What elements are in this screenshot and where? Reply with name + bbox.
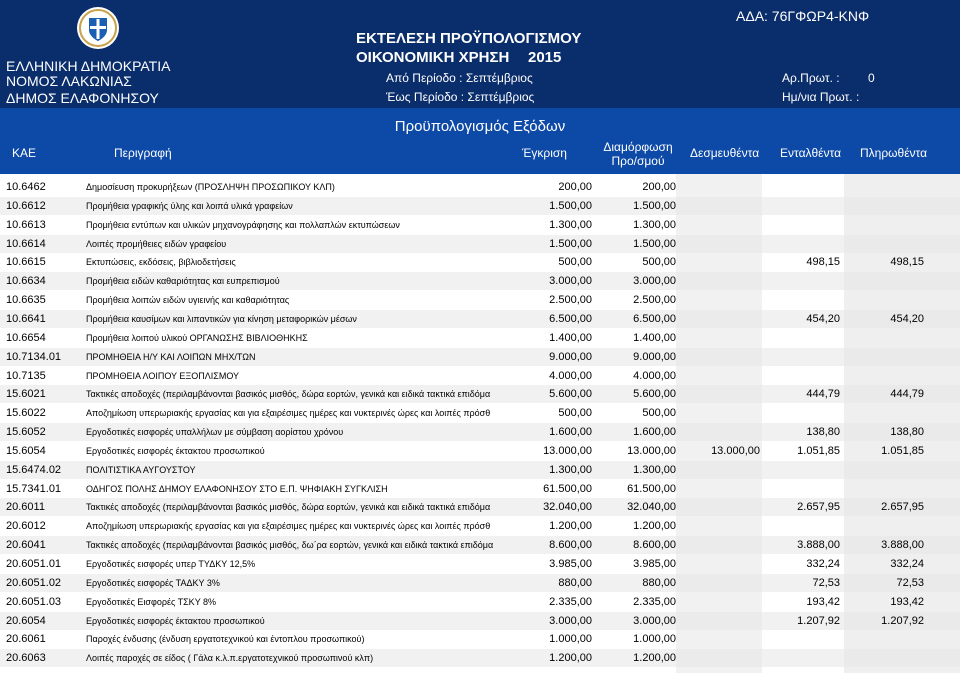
hellenic-emblem-icon <box>76 6 120 50</box>
section-title: Προϋπολογισμός Εξόδων <box>394 118 566 135</box>
row-ordered <box>764 367 840 385</box>
row-committed: 13.000,00 <box>711 444 760 457</box>
row-formation: 1.200,00 <box>633 520 676 533</box>
row-committed <box>680 536 760 554</box>
row-paid: 498,15 <box>890 256 924 269</box>
row-committed <box>680 404 760 422</box>
row-approval: 6.500,00 <box>549 312 592 325</box>
row-approval: 9.000,00 <box>549 350 592 363</box>
row-ordered: 2.657,95 <box>797 501 840 514</box>
row-formation: 1.300,00 <box>633 218 676 231</box>
row-paid: 72,53 <box>896 576 924 589</box>
row-committed <box>680 630 760 648</box>
row-formation: 500,00 <box>642 407 676 420</box>
row-committed <box>680 574 760 592</box>
row-paid: 1.207,92 <box>881 614 924 627</box>
row-formation: 1.200,00 <box>633 652 676 665</box>
org-country: ΕΛΛΗΝΙΚΗ ΔΗΜΟΚΡΑΤΙΑ <box>6 58 171 74</box>
row-formation: 5.600,00 <box>633 388 676 401</box>
row-description: Τακτικές αποδοχές (περιλαμβάνονται βασικός μισθός, δώρα εορτών, γενικά και ειδικά τακτικά επιδόμα <box>86 389 491 400</box>
row-paid <box>844 235 924 253</box>
row-committed <box>680 461 760 479</box>
table-row <box>0 649 960 667</box>
row-description: Προμήθεια λοιπών ειδών υγιεινής και καθαριότητας <box>86 295 290 306</box>
row-committed <box>680 348 760 366</box>
row-description: Παροχές ένδυσης (ένδυση εργατοτεχνικού και έντοπλου προσωπικού) <box>86 634 365 645</box>
row-description: Εργοδοτικές εισφορές υπερ ΤΥΔΚΥ 12,5% <box>86 559 256 569</box>
row-ordered <box>764 178 840 196</box>
row-committed <box>680 555 760 573</box>
row-ordered <box>764 329 840 347</box>
row-ordered: 444,79 <box>806 388 840 401</box>
row-ordered <box>764 197 840 215</box>
row-description: Τακτικές αποδοχές (περιλαμβάνονται βασικός μισθός, δώρα εορτών, γενικά και ειδικά τακτικά επιδόμα <box>86 502 491 513</box>
row-ordered: 193,42 <box>806 595 840 608</box>
table-row <box>0 329 960 347</box>
table-row <box>0 348 960 366</box>
row-formation: 4.000,00 <box>633 369 676 382</box>
row-formation: 1.000,00 <box>633 633 676 646</box>
row-description: ΠΡΟΜΗΘΕΙΑ Η/Υ ΚΑΙ ΛΟΙΠΩΝ ΜΗΧ/ΤΩΝ <box>86 351 256 362</box>
col-kae: ΚΑΕ <box>12 146 37 160</box>
protocol-number-label: Αρ.Πρωτ. : <box>782 71 840 85</box>
row-formation: 1.500,00 <box>633 237 676 250</box>
row-approval: 13.000,00 <box>543 444 592 457</box>
row-kae: 20.6051.02 <box>6 576 62 589</box>
row-paid <box>844 480 924 498</box>
row-committed <box>680 517 760 535</box>
row-description: Εργοδοτικές εισφορές έκτακτου προσωπικού <box>86 615 265 626</box>
row-ordered: 3.888,00 <box>797 539 840 552</box>
row-ordered: 498,15 <box>806 256 840 269</box>
row-kae: 20.6051.03 <box>6 595 62 608</box>
row-formation: 1.500,00 <box>633 199 676 212</box>
row-committed <box>680 480 760 498</box>
table-row <box>0 461 960 479</box>
row-formation: 6.500,00 <box>633 312 676 325</box>
row-description: Λοιπές προμήθειες ειδών γραφείου <box>86 238 227 249</box>
period-from: Από Περίοδο : Σεπτέμβριος <box>386 71 533 85</box>
fiscal-year-label: ΟΙΚΟΝΟΜΙΚΗ ΧΡΗΣΗ <box>356 49 510 66</box>
table-row <box>0 385 960 403</box>
row-approval: 4.000,00 <box>549 369 592 382</box>
table-row <box>0 291 960 309</box>
col-formation-line1: Διαμόρφωση <box>603 140 673 154</box>
row-paid <box>844 272 924 290</box>
row-paid: 193,42 <box>890 595 924 608</box>
row-kae: 10.6612 <box>6 199 46 212</box>
row-description: Προμήθεια λοιπού υλικού ΟΡΓΑΝΩΣΗΣ ΒΙΒΛΙΟΘΗΚΗΣ <box>86 332 308 343</box>
row-approval: 3.985,00 <box>549 558 592 570</box>
row-committed <box>680 197 760 215</box>
row-committed <box>680 272 760 290</box>
table-row <box>0 612 960 630</box>
row-paid <box>844 404 924 422</box>
row-paid <box>844 178 924 196</box>
row-formation: 2.500,00 <box>633 294 676 307</box>
row-description: ΠΟΛΙΤΙΣΤΙΚΑ ΑΥΓΟΥΣΤΟΥ <box>86 464 196 475</box>
row-committed <box>680 291 760 309</box>
row-kae: 20.6051.01 <box>6 558 62 570</box>
row-kae: 20.6054 <box>6 614 46 627</box>
report-header <box>0 0 960 108</box>
row-kae: 10.7134.01 <box>6 350 62 363</box>
row-approval: 61.500,00 <box>543 482 592 495</box>
col-approval: Έγκριση <box>522 146 567 160</box>
table-row <box>0 235 960 253</box>
table-row <box>0 423 960 441</box>
row-paid <box>844 630 924 648</box>
row-description: Προμήθεια γραφικής ύλης και λοιπά υλικά γραφείων <box>86 200 293 211</box>
row-formation: 500,00 <box>642 256 676 269</box>
row-paid <box>844 291 924 309</box>
row-paid: 138,80 <box>890 426 924 439</box>
row-kae: 15.6022 <box>6 407 46 420</box>
org-prefecture: ΝΟΜΟΣ ΛΑΚΩΝΙΑΣ <box>6 73 132 89</box>
row-approval: 1.500,00 <box>549 199 592 212</box>
row-kae: 10.6654 <box>6 331 46 344</box>
col-ordered: Ενταλθέντα <box>780 146 842 160</box>
table-row <box>0 498 960 516</box>
row-approval: 3.000,00 <box>549 614 592 627</box>
row-ordered <box>764 630 840 648</box>
protocol-number-value: 0 <box>868 71 875 85</box>
table-row <box>0 517 960 535</box>
row-kae: 20.6011 <box>6 501 45 514</box>
row-approval: 32.040,00 <box>543 501 592 514</box>
col-formation <box>596 140 680 168</box>
row-approval: 1.600,00 <box>549 426 592 439</box>
row-committed <box>680 253 760 271</box>
row-paid: 332,24 <box>890 558 924 570</box>
row-approval: 1.300,00 <box>549 218 592 231</box>
row-approval: 1.400,00 <box>549 331 592 344</box>
table-row <box>0 480 960 498</box>
row-ordered: 1.207,92 <box>797 614 840 627</box>
row-formation: 9.000,00 <box>633 350 676 363</box>
org-municipality: ΔΗΜΟΣ ΕΛΑΦΟΝΗΣΟΥ <box>6 90 159 106</box>
row-approval: 500,00 <box>558 407 592 420</box>
row-formation: 200,00 <box>642 181 676 193</box>
row-description: Προμήθεια ειδών καθαριότητας και ευπρεπισμού <box>86 276 280 287</box>
row-kae: 15.6052 <box>6 426 46 439</box>
row-approval: 8.600,00 <box>549 539 592 552</box>
row-description: Δημοσίευση προκυρήξεων (ΠΡΟΣΛΗΨΗ ΠΡΟΣΩΠΙΚΟΥ ΚΛΠ) <box>86 182 335 192</box>
row-paid: 444,79 <box>890 388 924 401</box>
ada-code: ΑΔΑ: 76ΓΦΩΡ4-ΚΝΦ <box>736 8 870 24</box>
row-committed <box>680 612 760 630</box>
row-ordered: 72,53 <box>812 576 840 589</box>
row-description: Εργοδοτικές Εισφορές ΤΣΚΥ 8% <box>86 596 217 607</box>
table-row <box>0 574 960 592</box>
row-description: Εργοδοτικές εισφορές ΤΑΔΚΥ 3% <box>86 577 220 588</box>
row-paid <box>844 329 924 347</box>
row-formation: 3.000,00 <box>633 275 676 288</box>
row-approval: 5.600,00 <box>549 388 592 401</box>
report-title: ΕΚΤΕΛΕΣΗ ΠΡΟΫΠΟΛΟΓΙΣΜΟΥ <box>356 30 582 47</box>
row-description: Αποζημίωση υπερωριακής εργασίας και για εξαιρέσιμες ημέρες και νυκτερινές ώρες και λοιπές πρόσθ <box>86 521 491 532</box>
row-formation: 8.600,00 <box>633 539 676 552</box>
row-paid: 2.657,95 <box>881 501 924 514</box>
row-ordered: 1.051,85 <box>797 444 840 457</box>
row-kae: 10.6615 <box>6 256 46 269</box>
row-description: Εκτυπώσεις, εκδόσεις, βιβλιοδετήσεις <box>86 257 236 268</box>
period-to: Έως Περίοδο : Σεπτέμβριος <box>386 90 535 104</box>
budget-section-header <box>0 108 960 174</box>
row-formation: 1.400,00 <box>633 331 676 344</box>
row-paid <box>844 216 924 234</box>
row-formation: 1.600,00 <box>633 426 676 439</box>
row-kae: 10.6462 <box>6 181 46 193</box>
row-kae: 15.6474.02 <box>6 463 62 476</box>
row-approval: 3.000,00 <box>549 275 592 288</box>
row-kae: 20.6063 <box>6 652 46 665</box>
row-paid: 3.888,00 <box>881 539 924 552</box>
row-kae: 10.6641 <box>6 312 46 325</box>
row-committed <box>680 216 760 234</box>
row-description: Εργοδοτικές εισφορές υπαλλήλων με σύμβαση αορίστου χρόνου <box>86 427 344 438</box>
table-row <box>0 536 960 554</box>
row-ordered <box>764 649 840 667</box>
row-paid <box>844 649 924 667</box>
row-kae: 15.7341.01 <box>6 482 62 495</box>
row-paid: 1.051,85 <box>881 444 924 457</box>
row-ordered <box>764 517 840 535</box>
row-formation: 3.985,00 <box>633 558 676 570</box>
row-committed <box>680 178 760 196</box>
table-row <box>0 272 960 290</box>
row-approval: 2.500,00 <box>549 294 592 307</box>
row-description: ΠΡΟΜΗΘΕΙΑ ΛΟΙΠΟΥ ΕΞΟΠΛΙΣΜΟΥ <box>86 370 240 381</box>
table-row <box>0 404 960 422</box>
row-committed <box>680 649 760 667</box>
row-approval: 2.335,00 <box>549 595 592 608</box>
row-kae: 10.6635 <box>6 294 46 307</box>
row-formation: 32.040,00 <box>627 501 676 514</box>
budget-table <box>0 174 960 673</box>
row-committed <box>680 310 760 328</box>
row-formation: 3.000,00 <box>633 614 676 627</box>
protocol-date-label: Ημ/νια Πρωτ. : <box>782 90 860 104</box>
row-formation: 1.300,00 <box>633 463 676 476</box>
row-committed <box>680 235 760 253</box>
row-paid <box>844 348 924 366</box>
row-ordered <box>764 480 840 498</box>
row-kae: 10.7135 <box>6 369 46 382</box>
row-formation: 13.000,00 <box>627 444 676 457</box>
row-paid <box>844 461 924 479</box>
row-formation: 61.500,00 <box>627 482 676 495</box>
table-row <box>0 253 960 271</box>
row-description: Λοιπές παροχές σε είδος ( Γάλα κ.λ.π.εργατοτεχνικού προσωπινού κλπ) <box>86 653 374 664</box>
row-description: Προμήθεια εντύπων και υλικών μηχανογράφησης και πολλαπλών εκτυπώσεων <box>86 219 400 230</box>
row-description: Εργοδοτικές εισφορές έκτακτου προσωπικού <box>86 445 265 456</box>
row-committed <box>680 498 760 516</box>
col-committed: Δεσμευθέντα <box>690 146 760 160</box>
row-committed <box>680 385 760 403</box>
row-kae: 10.6634 <box>6 275 46 288</box>
row-ordered <box>764 291 840 309</box>
table-row <box>0 442 960 460</box>
row-approval: 1.200,00 <box>549 652 592 665</box>
row-approval: 500,00 <box>558 256 592 269</box>
row-formation: 2.335,00 <box>633 595 676 608</box>
row-description: Αποζημίωση υπερωριακής εργασίας και για εξαιρέσιμες ημέρες και νυκτερινές ώρες και λοιπές πρόσθ <box>86 408 491 419</box>
row-kae: 20.6041 <box>6 539 46 552</box>
row-committed <box>680 593 760 611</box>
row-ordered: 332,24 <box>806 558 840 570</box>
row-committed <box>680 423 760 441</box>
row-committed <box>680 367 760 385</box>
row-committed <box>680 329 760 347</box>
table-row <box>0 630 960 648</box>
row-approval: 1.000,00 <box>549 633 592 646</box>
row-ordered <box>764 348 840 366</box>
col-description: Περιγραφή <box>114 146 172 160</box>
table-row <box>0 178 960 196</box>
row-ordered <box>764 235 840 253</box>
table-row <box>0 367 960 385</box>
fiscal-year: 2015 <box>528 49 562 66</box>
row-approval: 1.300,00 <box>549 463 592 476</box>
table-row <box>0 555 960 573</box>
table-row <box>0 310 960 328</box>
row-kae: 15.6054 <box>6 444 46 457</box>
row-kae: 10.6613 <box>6 218 46 231</box>
row-description: Τακτικές αποδοχές (περιλαμβάνονται βασικός μισθός, δω΄ρα εορτών, γενικά και ειδικά τακτικά επιδόμα <box>86 540 494 551</box>
table-row <box>0 216 960 234</box>
row-approval: 1.500,00 <box>549 237 592 250</box>
row-kae: 15.6021 <box>6 388 46 401</box>
row-description: Προμήθεια καυσίμων και λιπαντικών για κίνηση μεταφορικών μέσων <box>86 313 357 324</box>
row-ordered <box>764 461 840 479</box>
row-approval: 880,00 <box>558 576 592 589</box>
row-kae: 20.6012 <box>6 520 46 533</box>
row-paid: 454,20 <box>890 312 924 325</box>
row-kae: 10.6614 <box>6 237 46 250</box>
row-ordered: 454,20 <box>806 312 840 325</box>
col-formation-line2: Προ/σμού <box>611 154 665 168</box>
row-ordered <box>764 404 840 422</box>
row-ordered <box>764 272 840 290</box>
row-ordered: 138,80 <box>806 426 840 439</box>
row-ordered <box>764 216 840 234</box>
row-approval: 1.200,00 <box>549 520 592 533</box>
row-approval: 200,00 <box>558 181 592 193</box>
row-paid <box>844 517 924 535</box>
row-formation: 880,00 <box>642 576 676 589</box>
table-row <box>0 593 960 611</box>
row-paid <box>844 367 924 385</box>
row-description: ΟΔΗΓΟΣ ΠΟΛΗΣ ΔΗΜΟΥ ΕΛΑΦΟΝΗΣΟΥ ΣΤΟ Ε.Π. ΨΗΦΙΑΚΗ ΣΥΓΚΛΙΣΗ <box>86 483 388 494</box>
table-row <box>0 197 960 215</box>
row-paid <box>844 197 924 215</box>
col-paid: Πληρωθέντα <box>860 146 928 160</box>
row-kae: 20.6061 <box>6 633 46 646</box>
